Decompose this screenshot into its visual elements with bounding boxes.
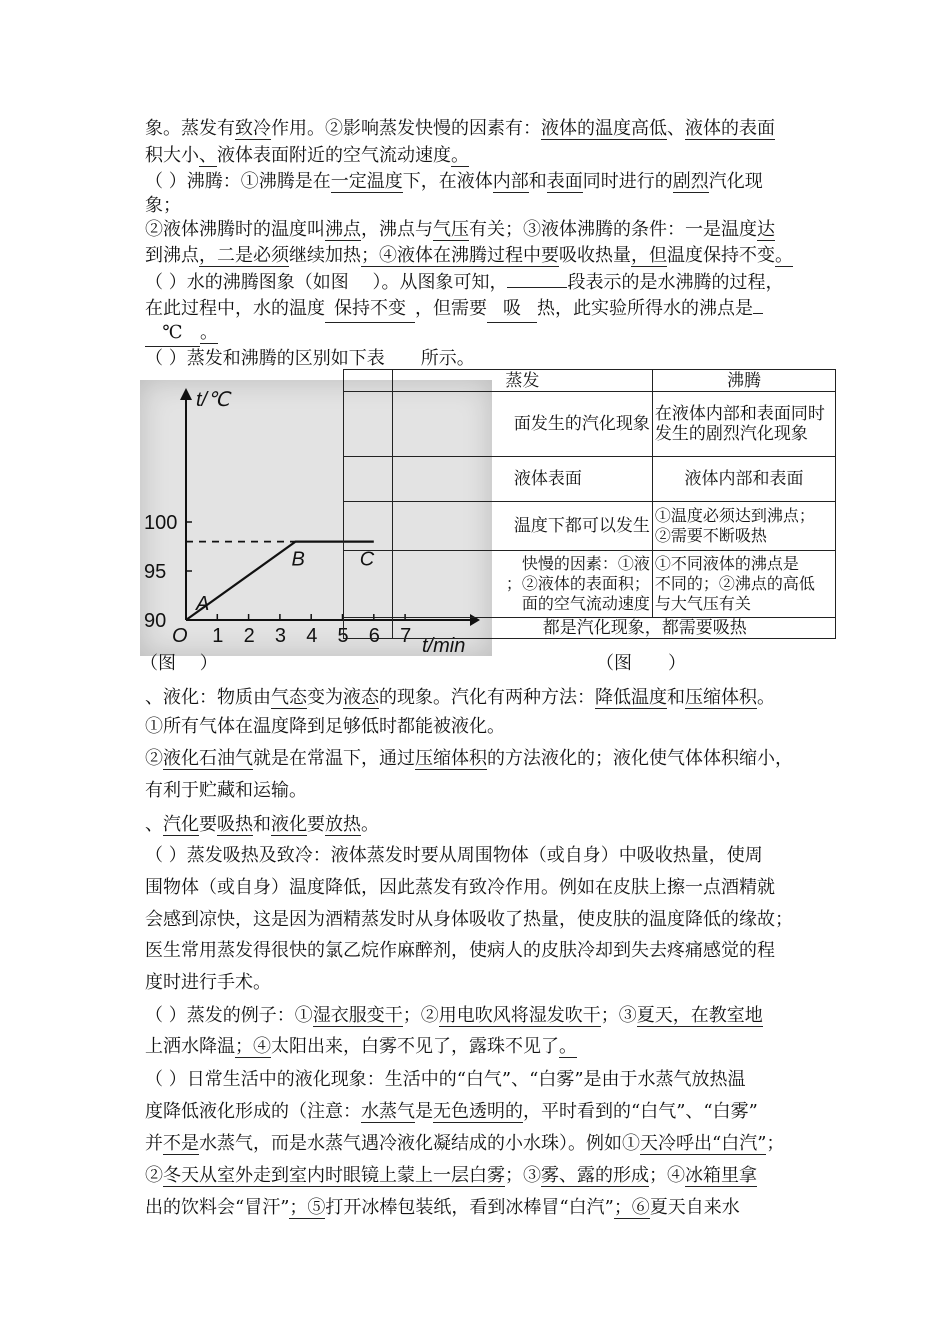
table-row [344,551,836,618]
body-text: 积大小 [145,145,199,166]
table-cell: 液体表面 [392,457,652,502]
table-cell: 液体内部和表面 [652,457,835,502]
answer-text: ，但 [631,245,667,266]
point-label: A [196,593,210,615]
body-text: 的现象。汽化有两种方法： [379,687,595,708]
body-text: 围物体（或自身）温度降低，因此蒸发有致冷作用。例如在皮肤上擦一点酒精就 [145,877,775,898]
table-row [344,502,836,551]
answer-text: 夏天，在教室地 [636,1005,763,1026]
text-line-5 [145,217,775,243]
body-text: 作用。②影响蒸发快慢的因素有： [271,118,541,139]
table-cell: 温度下都可以发生 [392,502,652,551]
answer-text: 液态 [343,687,379,708]
answer-text: 压缩体积 [685,687,757,708]
answer-text: 吸 [487,296,537,323]
answer-text: ；⑤ [289,1197,326,1218]
text-line-4 [145,193,181,219]
body-text: 在此过程中，水的温度 [145,298,325,319]
x-tick-label: 4 [306,625,318,647]
body-text: 汽化现 [708,171,763,192]
text-line-22 [145,1034,577,1060]
answer-text: 达 [757,219,775,240]
answer-text: ；④ [235,1036,271,1057]
evaporation-boiling-table [343,369,836,639]
body-text: ；③ [600,1005,637,1026]
answer-text [753,313,763,314]
answer-text: 。 [775,245,793,266]
text-line-9 [145,320,218,346]
body-text: 和 [253,814,271,835]
body-text: 液体表面附近的空气流动速度 [217,145,451,166]
body-text: 。 [361,814,379,835]
answer-text: 冰箱里拿 [685,1165,757,1186]
text-line-14 [145,778,307,804]
y-tick-label: 90 [144,610,167,632]
x-tick-label: 1 [212,625,224,647]
body-text: 和 [528,171,547,192]
body-text: ② [145,1165,163,1186]
answer-text: 天冷呼出“白汽” [640,1133,767,1154]
point-label: C [359,548,375,571]
body-text: ②液体沸腾时的温度叫 [145,219,325,240]
table-cell [344,502,393,551]
answer-text: 无色透明的 [433,1101,523,1122]
text-line-7 [145,270,783,296]
table-cell: ①温度必须达到沸点； ②需要不断吸热 [652,502,835,551]
body-text: 度时进行手术。 [145,972,271,993]
text-line-19 [145,938,775,964]
body-text: 热，此实验所得水的沸点是 [537,298,753,319]
body-text: 温度保持不变 [667,245,775,266]
table-cell: ①不同液体的沸点是 不同的；②沸点的高低 与大气压有关 [652,551,835,618]
y-tick-label: 95 [144,561,167,583]
text-line-23 [145,1067,746,1093]
y-tick-label: 100 [144,512,178,534]
answer-text: 。 [451,145,469,166]
body-text: ①所有气体在温度降到足够低时都能被液化。 [145,716,505,737]
body-text: ；② [402,1005,439,1026]
answer-text: ；④液体在沸腾过程中要 [361,245,559,266]
answer-text: 气态 [271,687,307,708]
body-text: 、 [667,118,685,139]
answer-text: ，二是必须 [199,245,289,266]
table-cell [344,457,393,502]
answer-text: 。 [559,1036,577,1057]
body-text: 变为 [307,687,343,708]
body-text: 、液化：物质由 [145,687,271,708]
answer-text: 压缩体积 [415,748,487,769]
answer-text: 液体的表面 [685,118,775,139]
body-text: 太阳出来，白雾不见了，露珠不见了 [271,1036,559,1057]
answer-text [507,287,567,288]
body-text: ，但需要 [415,298,487,319]
answer-text: 用电吹风将湿发吹干 [438,1005,601,1026]
answer-text: 。 [200,322,218,343]
answer-text: 致冷 [235,118,271,139]
answer-text: 、 [199,145,217,166]
answer-text: 表面 [546,171,583,192]
body-text: （ ）日常生活中的液化现象：生活中的“白气”、“白雾”是由于水蒸气放热温 [145,1069,746,1090]
text-line-11 [145,685,775,711]
x-tick-label: 7 [400,625,412,647]
text-line-17 [145,875,775,901]
body-text: 段表示的是水沸腾的过程， [567,272,784,293]
body-text: ，平时看到的“白气”、“白雾” [523,1101,758,1122]
body-text: ② [145,748,163,769]
x-tick-label: 6 [368,625,380,647]
answer-text: 不是 [163,1133,199,1154]
body-text: 。 [757,687,775,708]
body-text: ℃ [145,320,200,347]
body-text: 象； [145,195,181,216]
table-cell: 快慢的因素：①液 ；②液体的表面积； 面的空气流动速度 [392,551,652,618]
body-text: 要 [307,814,325,835]
body-text: 吸收热量 [559,245,631,266]
x-tick-label: 3 [274,625,287,647]
text-line-25 [145,1131,784,1157]
answer-text: 气压 [433,219,469,240]
text-line-1 [145,116,775,142]
body-text: （ ）蒸发的例子：① [145,1005,313,1026]
x-axis-label: t/min [422,635,466,656]
body-text: 并 [145,1133,163,1154]
text-line-24 [145,1099,758,1125]
body-text: 是 [415,1101,433,1122]
answer-text: 水蒸气 [361,1101,415,1122]
answer-text: 汽化 [163,814,199,835]
table-header-evaporation: 蒸发 [392,370,652,392]
body-text: 打开冰棒包装纸，看到冰棒冒“白汽” [325,1197,614,1218]
text-line-8 [145,296,763,322]
point-label: B [291,548,305,571]
answer-text: 剧烈 [672,171,709,192]
answer-text: 液化 [271,814,307,835]
body-text: 度降低液化形成的（注意： [145,1101,361,1122]
body-text: 会感到凉快，这是因为酒精蒸发时从身体吸收了热量，使皮肤的温度降低的缘故； [145,909,793,930]
answer-text: 内部 [492,171,529,192]
body-text: 的方法液化的；液化使气体体积缩小， [487,748,793,769]
body-text: 医生常用蒸发得很快的氯乙烷作麻醉剂，使病人的皮肤冷却到失去疼痛感觉的程 [145,940,775,961]
body-text: ；④ [649,1165,685,1186]
table-cell [344,392,393,457]
table-header-boiling: 沸腾 [652,370,835,392]
graph-caption: （图 ） [140,653,218,674]
body-text: 出的饮料会“冒汗” [145,1197,290,1218]
answer-text: 湿衣服变干 [312,1005,403,1026]
text-line-20 [145,970,271,996]
body-text: （ ）蒸发和沸腾的区别如下表 所示。 [145,348,475,369]
text-line-21 [145,1003,763,1029]
body-text: 就是在常温下，通过 [253,748,415,769]
answer-text: 保持不变 [325,296,415,323]
body-text: （ ）蒸发吸热及致冷：液体蒸发时要从周围物体（或自身）中吸收热量，使周 [145,845,763,866]
body-text: 下，在液体 [402,171,493,192]
table-cell: 在液体内部和表面同时发生的剧烈汽化现象 [652,392,835,457]
body-text: 到沸点 [145,245,199,266]
body-text: 同时进行的 [582,171,673,192]
text-line-13 [145,746,793,772]
table-cell-merged: 都是汽化现象，都需要吸热 [392,618,835,639]
text-line-12 [145,714,505,740]
answer-text: 降低温度 [595,687,667,708]
body-text: 有关；③液体沸腾的条件：一是温度 [469,219,757,240]
body-text: ，沸点与 [361,219,433,240]
text-line-2 [145,143,469,169]
answer-text: 液化石油气 [163,748,253,769]
answer-text: 放热 [325,814,361,835]
answer-text: ；⑥ [613,1197,650,1218]
text-line-27 [145,1195,740,1221]
table-cell: 面发生的汽化现象 [392,392,652,457]
text-line-18 [145,907,793,933]
body-text: （ ）水的沸腾图象（如图 ）。从图象可知， [145,272,508,293]
x-tick-label: 2 [243,625,255,647]
body-text: （ ）沸腾：①沸腾是在 [145,171,331,192]
body-text: 继续加热 [289,245,361,266]
answer-text: 冬天从室外走到室内时眼镜上蒙上一层白雾 [163,1165,505,1186]
body-text: 有利于贮藏和运输。 [145,780,307,801]
answer-text: 沸点 [325,219,361,240]
answer-text: 一定温度 [330,171,403,192]
body-text: 象。蒸发有 [145,118,235,139]
body-text: 和 [667,687,685,708]
table-caption: （图 ） [596,653,686,674]
body-text: 水蒸气，而是水蒸气遇冷液化凝结成的小水珠）。例如① [199,1133,640,1154]
y-axis-label: t/℃ [196,389,230,411]
text-line-16 [145,843,763,869]
origin-label: O [172,625,188,647]
body-text: 要 [199,814,217,835]
table-header-blank [344,370,393,392]
answer-text: 吸热 [217,814,253,835]
body-text: ；③ [505,1165,541,1186]
body-text: ； [766,1133,785,1154]
table-cell [344,548,393,618]
body-text: 、 [145,814,163,835]
text-line-3 [145,169,763,195]
answer-text: 雾、露的形成 [541,1165,649,1186]
y-axis-arrow [180,388,192,400]
body-text: 上洒水降温 [145,1036,235,1057]
body-text: 夏天自来水 [649,1197,740,1218]
text-line-15 [145,812,379,838]
answer-text: 液体的温度高低 [541,118,667,139]
table-row [344,392,836,457]
text-line-26 [145,1163,757,1189]
text-line-6 [145,243,793,269]
x-tick-label: 5 [337,625,349,647]
table-row [344,618,836,639]
table-cell [344,618,393,639]
table-row [344,457,836,502]
